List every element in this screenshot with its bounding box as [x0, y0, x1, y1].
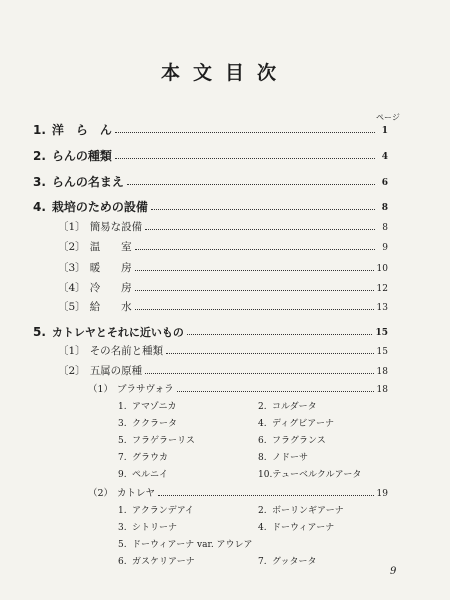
dot-leader [135, 270, 374, 271]
entry-page: 10 [376, 263, 388, 274]
species-item: 6. ガスケリアーナ [118, 557, 195, 567]
entry-label: ブラサヴォラ [117, 384, 174, 395]
species-item: 5. フラゲラーリス [118, 436, 195, 446]
entry-number: 〔2〕 [58, 365, 86, 377]
entry-page: 4 [381, 152, 388, 162]
entry-number: 4. [33, 200, 46, 214]
entry-label: 冷 房 [89, 282, 132, 294]
dot-leader [135, 309, 374, 310]
entry-page: 15 [376, 346, 388, 357]
entry-label: 温 室 [89, 241, 132, 253]
entry-label: らんの名まえ [51, 175, 124, 189]
entry-number: （2） [88, 488, 114, 499]
entry-page: 8 [382, 222, 388, 233]
toc-entry [33, 124, 388, 136]
toc-entry [33, 176, 388, 188]
dot-leader [135, 290, 374, 291]
species-item: 1. アマゾニカ [118, 402, 177, 412]
dot-leader [166, 353, 373, 354]
entry-page: 12 [376, 283, 388, 294]
species-item: 4. ディグビアーナ [258, 419, 335, 429]
entry-number: 3. [33, 175, 46, 189]
toc-entry [33, 201, 388, 213]
species-item: 3. シトリーナ [118, 523, 178, 533]
dot-leader [187, 334, 373, 335]
toc-genus-entry [88, 385, 388, 395]
entry-label: カトレヤとそれに近いもの [51, 326, 184, 339]
entry-label: その名前と種類 [89, 345, 164, 357]
dot-leader [135, 249, 375, 250]
toc-entry [33, 150, 388, 162]
species-item: 10.テューベルクルアータ [258, 470, 362, 480]
species-item: 6. フラグランス [258, 436, 326, 446]
dot-leader [115, 132, 375, 133]
dot-leader [145, 373, 373, 374]
entry-page: 6 [381, 178, 388, 188]
entry-number: 〔3〕 [58, 262, 86, 274]
page-number: 9 [390, 566, 397, 577]
entry-page: 15 [375, 328, 388, 338]
entry-number: 〔4〕 [58, 282, 86, 294]
entry-number: 〔2〕 [58, 241, 86, 253]
species-item: 4. ドーウィアーナ [258, 523, 335, 533]
entry-label: 栽培のための設備 [51, 200, 148, 214]
dot-leader [145, 229, 375, 230]
entry-page: 9 [382, 242, 388, 253]
species-item: 5. ドーウィアーナ var. アウレア [118, 540, 253, 550]
entry-page: 1 [381, 126, 388, 136]
dot-leader [115, 158, 375, 159]
entry-page: 18 [376, 384, 388, 395]
entry-label: 洋 ら ん [51, 123, 112, 137]
dot-leader [127, 184, 375, 185]
species-item: 7. グッタータ [258, 557, 317, 567]
entry-page: 13 [376, 302, 388, 313]
entry-number: 〔5〕 [58, 301, 86, 313]
entry-number: 〔1〕 [58, 345, 86, 357]
entry-page: 18 [376, 366, 388, 377]
species-item: 9. ペルニイ [118, 470, 169, 480]
entry-label: 暖 房 [89, 262, 132, 274]
species-item: 2. ボーリンギアーナ [258, 506, 344, 516]
dot-leader [177, 391, 374, 392]
toc-subentry [58, 346, 388, 357]
dot-leader [151, 209, 375, 210]
species-item: 2. コルダータ [258, 402, 317, 412]
entry-page: 19 [376, 488, 388, 499]
species-item: 3. ククラータ [118, 419, 178, 429]
entry-label: 簡易な設備 [89, 221, 143, 233]
toc-subentry [58, 302, 388, 313]
entry-label: 五属の原種 [89, 365, 143, 377]
page-column-label: ページ [376, 113, 400, 122]
entry-number: 1. [33, 123, 46, 137]
entry-number: 〔1〕 [58, 221, 86, 233]
toc-subentry [58, 283, 388, 294]
entry-number: （1） [88, 384, 114, 395]
dot-leader [158, 495, 373, 496]
species-item: 1. アクランデアイ [118, 506, 194, 516]
species-item: 7. グラウカ [118, 453, 169, 463]
page-title: 本文目次 [160, 62, 289, 84]
toc-subentry [58, 263, 388, 274]
entry-number: 5. [33, 325, 46, 339]
species-item: 8. ノドーサ [258, 453, 309, 463]
toc-subentry [58, 222, 388, 233]
toc-subentry [58, 366, 388, 377]
entry-number: 2. [33, 149, 46, 163]
toc-entry [33, 326, 388, 338]
entry-label: 給 水 [89, 301, 132, 313]
toc-subentry [58, 242, 388, 253]
entry-label: カトレヤ [117, 488, 156, 499]
toc-genus-entry [88, 489, 388, 499]
entry-page: 8 [381, 203, 388, 213]
entry-label: らんの種類 [51, 149, 112, 163]
